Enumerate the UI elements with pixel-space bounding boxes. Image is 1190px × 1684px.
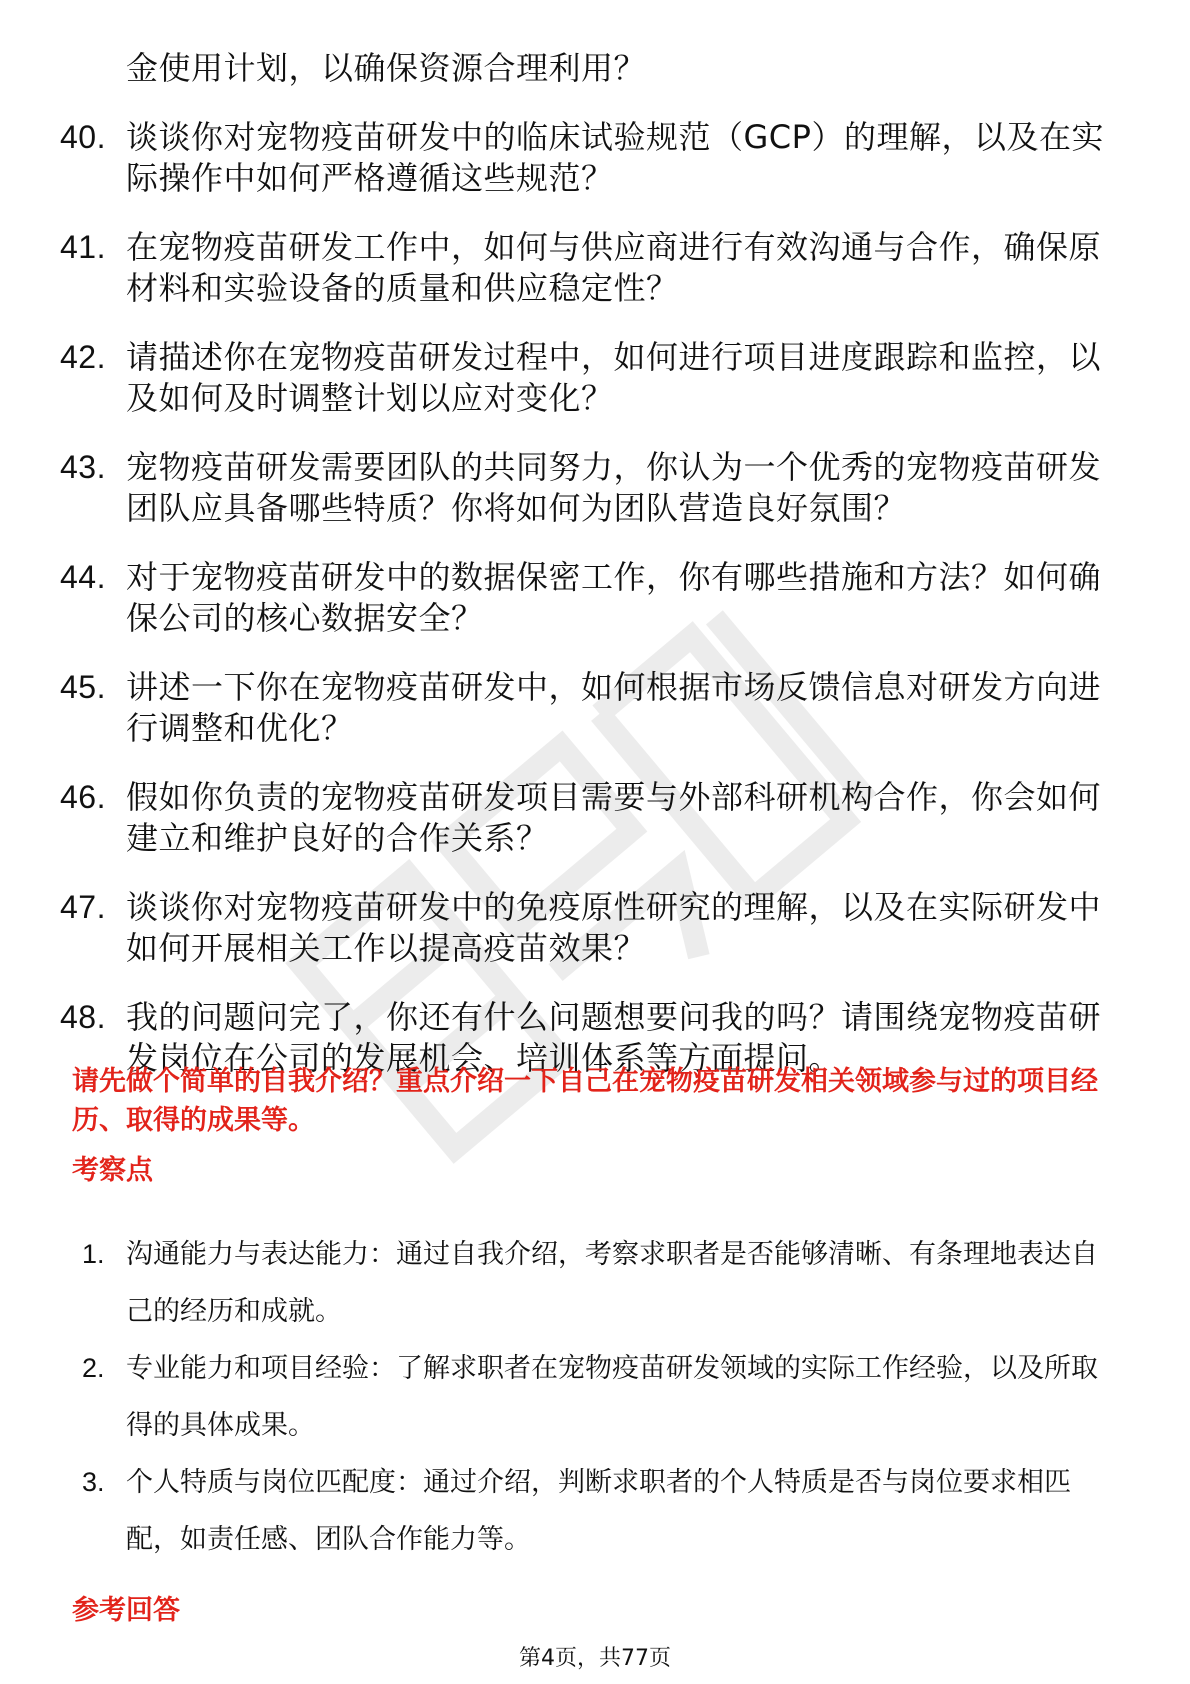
point-text: 沟通能力与表达能力：通过自我介绍，考察求职者是否能够清晰、有条理地表达自己的经历和成就。 — [126, 1239, 1098, 1327]
point-number: 3. — [82, 1467, 105, 1497]
point-item — [82, 1340, 1112, 1454]
point-item — [82, 1226, 1112, 1340]
answer-heading: 参考回答 — [72, 1595, 180, 1626]
question-text: 我的问题问完了，你还有什么问题想要问我的吗？请围绕宠物疫苗研发岗位在公司的发展机会、培训体系等方面提问。 — [126, 998, 1102, 1077]
question-text: 假如你负责的宠物疫苗研发项目需要与外部科研机构合作，你会如何建立和维护良好的合作关系？ — [126, 778, 1102, 857]
question-number: 45. — [60, 669, 106, 705]
question-number: 43. — [60, 449, 106, 485]
question-continuation: 金使用计划，以确保资源合理利用？ — [126, 49, 647, 87]
question-item — [60, 887, 1130, 969]
question-item — [60, 117, 1130, 199]
points-heading: 考察点 — [72, 1155, 153, 1186]
featured-question: 请先做个简单的自我介绍？重点介绍一下自己在宠物疫苗研发相关领域参与过的项目经历、取得的成果等。 — [72, 1066, 1098, 1136]
point-item — [82, 1454, 1112, 1568]
question-item — [60, 227, 1130, 309]
page-footer: 第4页，共77页 — [519, 1646, 671, 1671]
question-text: 对于宠物疫苗研发中的数据保密工作，你有哪些措施和方法？如何确保公司的核心数据安全？ — [126, 558, 1102, 637]
question-number: 41. — [60, 229, 106, 265]
question-item — [60, 557, 1130, 639]
question-item — [60, 447, 1130, 529]
point-text: 个人特质与岗位匹配度：通过介绍，判断求职者的个人特质是否与岗位要求相匹配，如责任感、团队合作能力等。 — [126, 1467, 1071, 1555]
point-number: 1. — [82, 1239, 105, 1269]
question-text: 在宠物疫苗研发工作中，如何与供应商进行有效沟通与合作，确保原材料和实验设备的质量和供应稳定性？ — [126, 228, 1102, 307]
question-number: 46. — [60, 779, 106, 815]
question-text: 宠物疫苗研发需要团队的共同努力，你认为一个优秀的宠物疫苗研发团队应具备哪些特质？你将如何为团队营造良好氛围？ — [126, 448, 1102, 527]
question-text: 讲述一下你在宠物疫苗研发中，如何根据市场反馈信息对研发方向进行调整和优化？ — [126, 668, 1102, 747]
question-item — [60, 667, 1130, 749]
question-number: 42. — [60, 339, 106, 375]
question-number: 47. — [60, 889, 106, 925]
question-number: 40. — [60, 119, 106, 155]
question-number: 44. — [60, 559, 106, 595]
question-text: 谈谈你对宠物疫苗研发中的免疫原性研究的理解，以及在实际研发中如何开展相关工作以提高疫苗效果？ — [126, 888, 1102, 967]
question-text: 谈谈你对宠物疫苗研发中的临床试验规范（GCP）的理解，以及在实际操作中如何严格遵循这些规范？ — [126, 118, 1104, 197]
point-number: 2. — [82, 1353, 105, 1383]
question-item — [60, 337, 1130, 419]
question-list — [60, 48, 1130, 1079]
question-number: 48. — [60, 999, 106, 1035]
question-text: 请描述你在宠物疫苗研发过程中，如何进行项目进度跟踪和监控，以及如何及时调整计划以应对变化？ — [126, 338, 1102, 417]
question-item — [60, 777, 1130, 859]
point-text: 专业能力和项目经验：了解求职者在宠物疫苗研发领域的实际工作经验，以及所取得的具体成果。 — [126, 1353, 1098, 1441]
points-list — [82, 1226, 1112, 1568]
